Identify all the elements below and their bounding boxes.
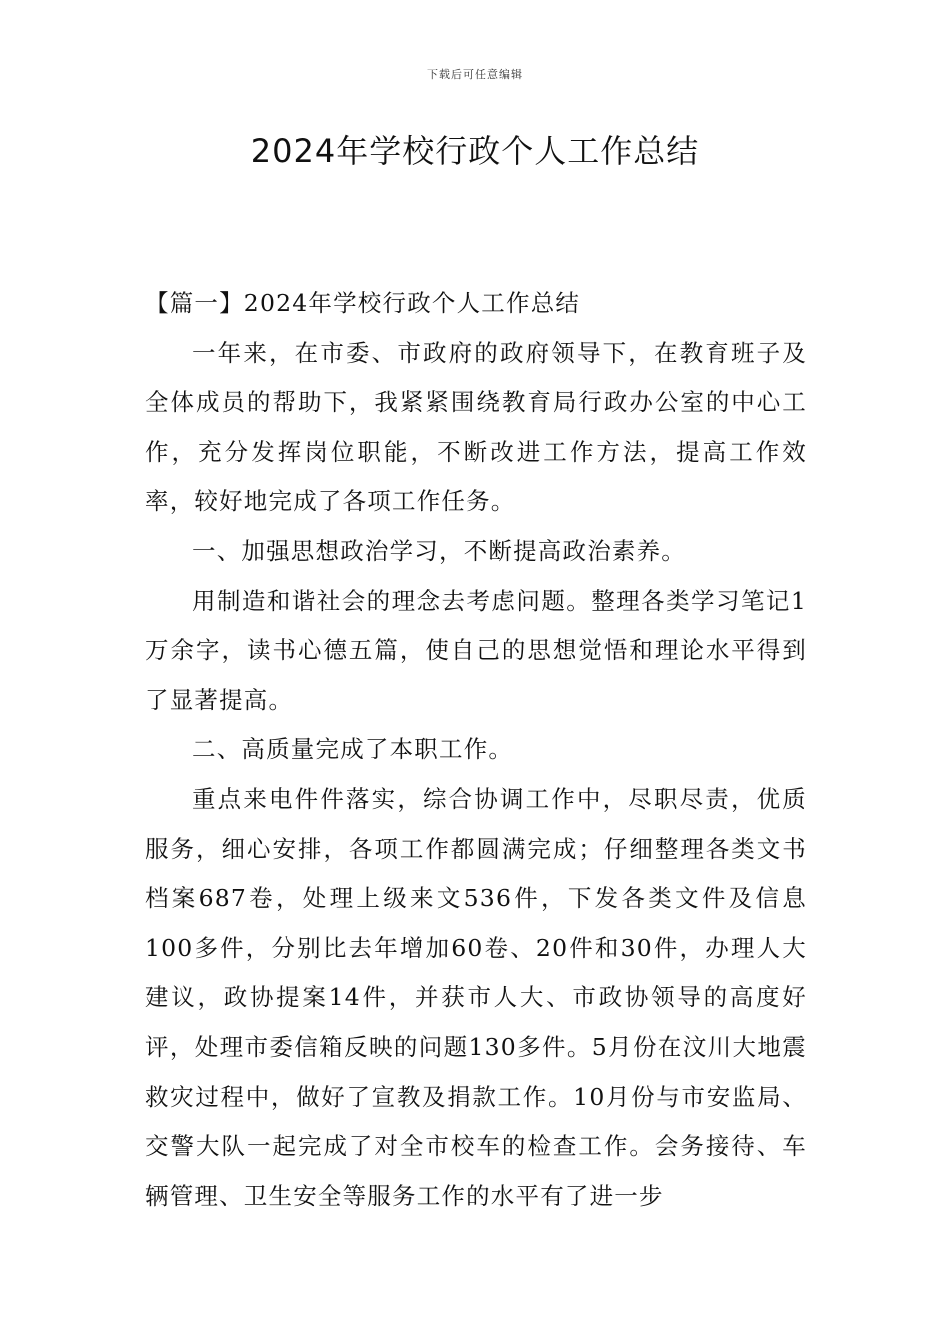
paragraph-work: 重点来电件件落实，综合协调工作中，尽职尽责，优质服务，细心安排，各项工作都圆满完成；仔细整理各类文书档案687卷，处理上级来文536件，下发各类文件及信息100多件，分别比去年增加60卷、20件和30件，办理人大建议，政协提案14件，并获市人大、市政协领导的高度好评，处理市委信箱反映的问题130多件。5月份在汶川大地震救灾过程中，做好了宣教及捐款工作。10月份与市安监局、交警大队一起完成了对全市校车的检查工作。会务接待、车辆管理、卫生安全等服务工作的水平有了进一步 (145, 784, 807, 1210)
section-heading: 【篇一】2024年学校行政个人工作总结 (145, 289, 581, 317)
paragraph-study: 用制造和谐社会的理念去考虑问题。整理各类学习笔记1万余字，读书心德五篇，使自己的思想觉悟和理论水平得到了显著提高。 (145, 586, 807, 714)
document-body (145, 279, 807, 1221)
paragraph-intro: 一年来，在市委、市政府的政府领导下，在教育班子及全体成员的帮助下，我紧紧围绕教育局行政办公室的中心工作，充分发挥岗位职能，不断改进工作方法，提高工作效率，较好地完成了各项工作任务。 (145, 338, 807, 516)
document-title: 2024年学校行政个人工作总结 (250, 132, 700, 170)
paragraph-heading-2: 二、高质量完成了本职工作。 (192, 735, 514, 764)
paragraph-heading-1: 一、加强思想政治学习，不断提高政治素养。 (192, 536, 686, 565)
header-note: 下载后可任意编辑 (427, 68, 523, 81)
